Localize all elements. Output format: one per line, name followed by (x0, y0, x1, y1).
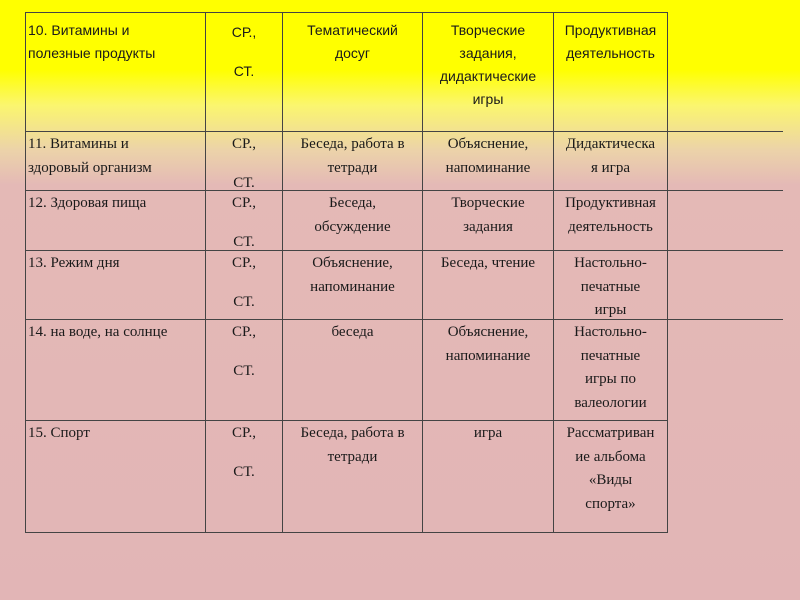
row-leisure-cell: Беседа, работа в тетради (300, 136, 405, 176)
row-topic-cell: 15. Спорт (28, 425, 90, 441)
header-cell-form: СР., СТ. (231, 24, 257, 79)
table-bottom-border (26, 532, 668, 533)
row-topic-cell: 14. на воде, на солнце (28, 324, 168, 340)
row-divider (26, 250, 783, 251)
row-activity-cell: Настольно- печатные игры по валеологии (574, 324, 647, 411)
row-games-cell: Творческие задания (451, 195, 525, 235)
row-topic-cell: 11. Витамины и здоровый организм (28, 136, 152, 176)
activity-table (25, 12, 668, 533)
row-divider (26, 190, 783, 191)
row-leisure-cell: Беседа, обсуждение (314, 195, 391, 235)
row-topic-cell: 12. Здоровая пища (28, 195, 147, 211)
row-form-cell: СР., СТ. (232, 324, 256, 379)
row-games-cell: Объяснение, напоминание (445, 136, 531, 176)
header-cell-activity: Продуктивная деятельность (564, 22, 657, 61)
header-cell-leisure: Тематический досуг (307, 22, 398, 61)
row-divider (26, 319, 783, 320)
column-divider (667, 13, 668, 533)
row-form-cell: СР., СТ. (232, 255, 256, 310)
row-games-cell: игра (473, 425, 503, 441)
row-topic-cell: 13. Режим дня (28, 255, 120, 271)
row-divider (26, 420, 668, 421)
row-leisure-cell: Беседа, работа в тетради (300, 425, 405, 465)
row-activity-cell: Продуктивная деятельность (565, 195, 656, 235)
row-leisure-cell: беседа (331, 324, 374, 340)
header-cell-games: Творческие задания, дидактические игры (439, 22, 537, 107)
row-games-cell: Беседа, чтение (440, 255, 536, 271)
row-activity-cell: Рассматриван ие альбома «Виды спорта» (566, 425, 655, 512)
row-activity-cell: Дидактическа я игра (565, 136, 656, 176)
row-form-cell: СР., СТ. (232, 136, 256, 191)
row-form-cell: СР., СТ. (232, 425, 256, 480)
row-activity-cell: Настольно- печатные игры (574, 255, 647, 318)
header-cell-topic: 10. Витамины и полезные продукты (28, 22, 156, 61)
row-leisure-cell: Объяснение, напоминание (310, 255, 395, 295)
row-divider (26, 131, 783, 132)
row-games-cell: Объяснение, напоминание (445, 324, 531, 364)
row-form-cell: СР., СТ. (232, 195, 256, 250)
